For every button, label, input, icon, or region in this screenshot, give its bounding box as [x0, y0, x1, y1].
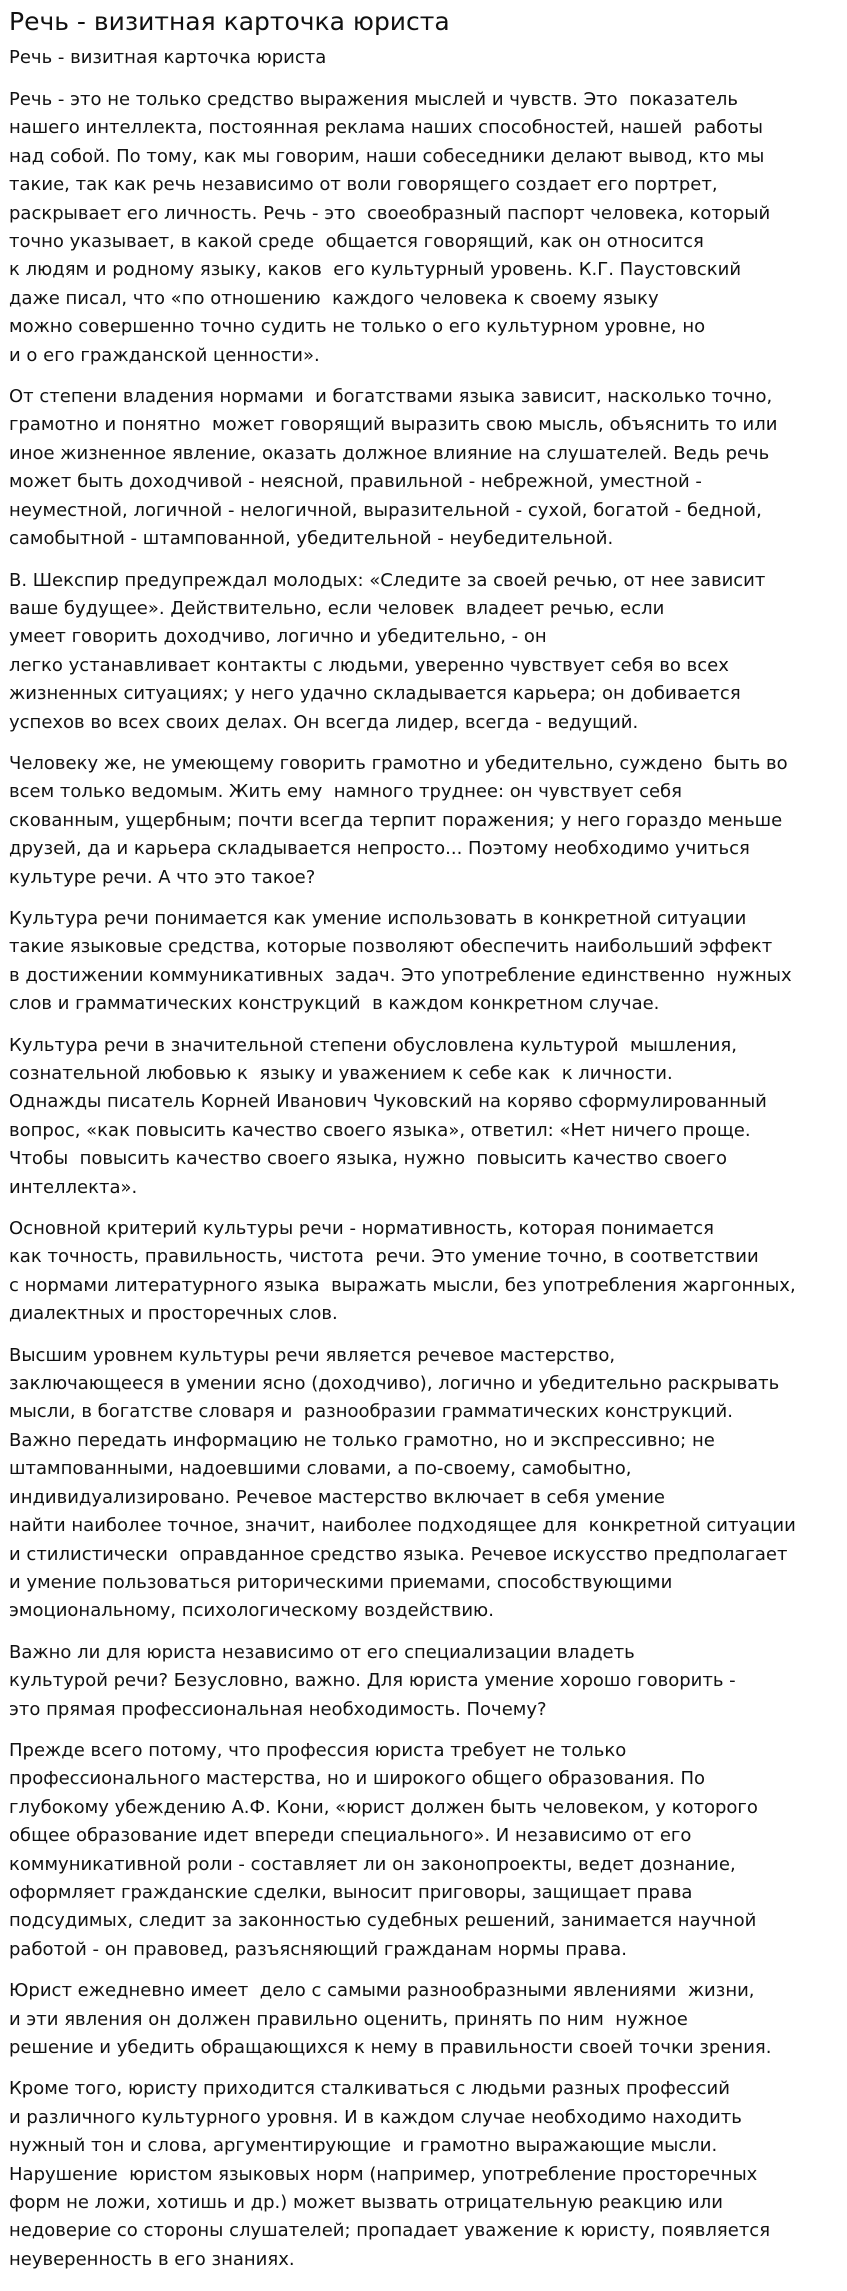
text-line: грамотно и понятно может говорящий выразить свою мысль, объяснить то или	[9, 414, 778, 436]
text-line: заключающееся в умении ясно (доходчиво), логично и убедительно раскрывать	[9, 1373, 780, 1395]
text-line: Важно ли для юриста независимо от его специализации владеть	[9, 1641, 635, 1663]
text-line: иное жизненное явление, оказать должное влияние на слушателей. Ведь речь	[9, 442, 770, 464]
text-line: Нарушение юристом языковых норм (например, употребление просторечных	[9, 2163, 758, 2185]
text-line: коммуникативной роли - составляет ли он законопроекты, ведет дознание,	[9, 1853, 736, 1875]
article-subtitle: Речь - визитная карточка юриста	[9, 47, 327, 68]
text-line: эмоциональному, психологическому воздействию.	[9, 1600, 494, 1622]
text-line: оформляет гражданские сделки, выносит приговоры, защищает права	[9, 1881, 693, 1903]
text-line: неуверенность в его знаниях.	[9, 2248, 295, 2270]
text-line: легко устанавливает контакты с людьми, уверенно чувствует себя во всех	[9, 654, 729, 676]
text-line: нашего интеллекта, постоянная реклама наших способностей, нашей работы	[9, 117, 763, 139]
text-line: сознательной любовью к языку и уважением к себе как к личности.	[9, 1063, 673, 1084]
text-line: раскрывает его личность. Речь - это своеобразный паспорт человека, который	[9, 202, 771, 224]
text-line: успехов во всех своих делах. Он всегда лидер, всегда - ведущий.	[9, 711, 639, 733]
text-line: и о его гражданской ценности».	[9, 344, 320, 366]
text-line: и эти явления он должен правильно оценить, принять по ним нужное	[9, 2008, 688, 2030]
text-line: и стилистически оправданное средство языка. Речевое искусство предполагает	[9, 1543, 788, 1565]
text-line: индивидуализировано. Речевое мастерство включает в себя умение	[9, 1486, 665, 1508]
article-body	[9, 86, 839, 2274]
paragraph	[9, 86, 839, 370]
text-line: культурой речи? Безусловно, важно. Для юриста умение хорошо говорить -	[9, 1670, 736, 1692]
text-line: найти наиболее точное, значит, наиболее подходящее для конкретной ситуации	[9, 1515, 796, 1537]
text-line: Высшим уровнем культуры речи является речевое мастерство,	[9, 1344, 616, 1366]
text-line: Культура речи в значительной степени обусловлена культурой мышления,	[9, 1034, 737, 1056]
text-line: штампованными, надоевшими словами, а по-своему, самобытно,	[9, 1458, 632, 1480]
text-line: Кроме того, юристу приходится сталкиваться с людьми разных профессий	[9, 2078, 730, 2100]
text-line: самобытной - штампованной, убедительной - неубедительной.	[9, 528, 614, 550]
text-line: и умение пользоваться риторическими приемами, способствующими	[9, 1571, 673, 1593]
text-line: Культура речи понимается как умение использовать в конкретной ситуации	[9, 907, 747, 929]
paragraph	[9, 1342, 839, 1626]
text-line: даже писал, что «по отношению каждого человека к своему языку	[9, 287, 659, 309]
text-line: точно указывает, в какой среде общается говорящий, как он относится	[9, 231, 704, 253]
text-line: интеллекта».	[9, 1176, 138, 1198]
text-line: можно совершенно точно судить не только о его культурном уровне, но	[9, 316, 706, 338]
text-line: скованным, ущербным; почти всегда терпит поражения; у него гораздо меньше	[9, 809, 783, 831]
text-line: такие, так как речь независимо от воли говорящего создает его портрет,	[9, 174, 718, 196]
text-line: решение и убедить обращающихся к нему в правильности своей точки зрения.	[9, 2037, 772, 2058]
text-line: слов и грамматических конструкций в каждом конкретном случае.	[9, 993, 660, 1015]
text-line: Юрист ежедневно имеет дело с самыми разнообразными явлениями жизни,	[9, 1980, 755, 2002]
text-line: От степени владения нормами и богатствами языка зависит, насколько точно,	[9, 386, 773, 408]
text-line: жизненных ситуациях; у него удачно складывается карьера; он добивается	[9, 683, 741, 705]
paragraph	[9, 1215, 839, 1329]
text-line: неуместной, логичной - нелогичной, выразительной - сухой, богатой - бедной,	[9, 499, 762, 521]
paragraph	[9, 1639, 839, 1724]
text-line: недоверие со стороны слушателей; пропадает уважение к юристу, появляется	[9, 2220, 771, 2242]
text-line: профессионального мастерства, но и широкого общего образования. По	[9, 1768, 706, 1790]
paragraph	[9, 383, 839, 553]
text-line: нужный тон и слова, аргументирующие и грамотно выражающие мысли.	[9, 2135, 718, 2157]
text-line: Чтобы повысить качество своего языка, нужно повысить качество своего	[9, 1148, 727, 1170]
text-line: форм не ложи, хотишь и др.) может вызвать отрицательную реакцию или	[9, 2192, 723, 2214]
text-line: работой - он правовед, разъясняющий гражданам нормы права.	[9, 1938, 627, 1960]
text-line: Однажды писатель Корней Иванович Чуковский на коряво сформулированный	[9, 1091, 767, 1113]
paragraph	[9, 2075, 839, 2274]
text-line: как точность, правильность, чистота речи. Это умение точно, в соответствии	[9, 1246, 759, 1268]
paragraph	[9, 905, 839, 1019]
text-line: над собой. По тому, как мы говорим, наши собеседники делают вывод, кто мы	[9, 145, 765, 167]
text-line: культуре речи. А что это такое?	[9, 866, 316, 888]
text-line: ваше будущее». Действительно, если человек владеет речью, если	[9, 597, 665, 619]
text-line: это прямая профессиональная необходимость. Почему?	[9, 1698, 547, 1720]
text-line: такие языковые средства, которые позволяют обеспечить наибольший эффект	[9, 936, 773, 958]
text-line: Основной критерий культуры речи - нормативность, которая понимается	[9, 1218, 715, 1240]
text-line: Речь - это не только средство выражения мыслей и чувств. Это показатель	[9, 89, 739, 110]
text-line: общее образование идет впереди специального». И независимо от его	[9, 1825, 692, 1847]
text-line: может быть доходчивой - неясной, правильной - небрежной, уместной -	[9, 471, 702, 493]
paragraph	[9, 1032, 839, 1202]
text-line: к людям и родному языку, каков его культурный уровень. К.Г. Паустовский	[9, 259, 742, 281]
text-line: Прежде всего потому, что профессия юриста требует не только	[9, 1739, 627, 1761]
text-line: В. Шекспир предупреждал молодых: «Следите за своей речью, от нее зависит	[9, 569, 766, 591]
text-line: с нормами литературного языка выражать мысли, без употребления жаргонных,	[9, 1274, 796, 1296]
text-line: друзей, да и карьера складывается непросто... Поэтому необходимо учиться	[9, 838, 750, 860]
text-line: вопрос, «как повысить качество своего языка», ответил: «Нет ничего проще.	[9, 1119, 751, 1141]
text-line: всем только ведомым. Жить ему намного труднее: он чувствует себя	[9, 781, 682, 803]
text-line: умеет говорить доходчиво, логично и убедительно, - он	[9, 626, 547, 648]
text-line: в достижении коммуникативных задач. Это употребление единственно нужных	[9, 964, 792, 986]
text-line: Человеку же, не умеющему говорить грамотно и убедительно, суждено быть во	[9, 752, 788, 774]
text-line: и различного культурного уровня. И в каждом случае необходимо находить	[9, 2106, 742, 2128]
paragraph	[9, 750, 839, 892]
text-line: диалектных и просторечных слов.	[9, 1303, 338, 1325]
page-title: Речь - визитная карточка юриста	[9, 7, 450, 36]
paragraph	[9, 1977, 839, 2062]
text-line: мысли, в богатстве словаря и разнообразии грамматических конструкций.	[9, 1401, 733, 1423]
text-line: глубокому убеждению А.Ф. Кони, «юрист должен быть человеком, у которого	[9, 1796, 758, 1818]
paragraph	[9, 567, 839, 737]
text-line: Важно передать информацию не только грамотно, но и экспрессивно; не	[9, 1429, 715, 1451]
text-line: подсудимых, следит за законностью судебных решений, занимается научной	[9, 1910, 757, 1932]
paragraph	[9, 1737, 839, 1964]
